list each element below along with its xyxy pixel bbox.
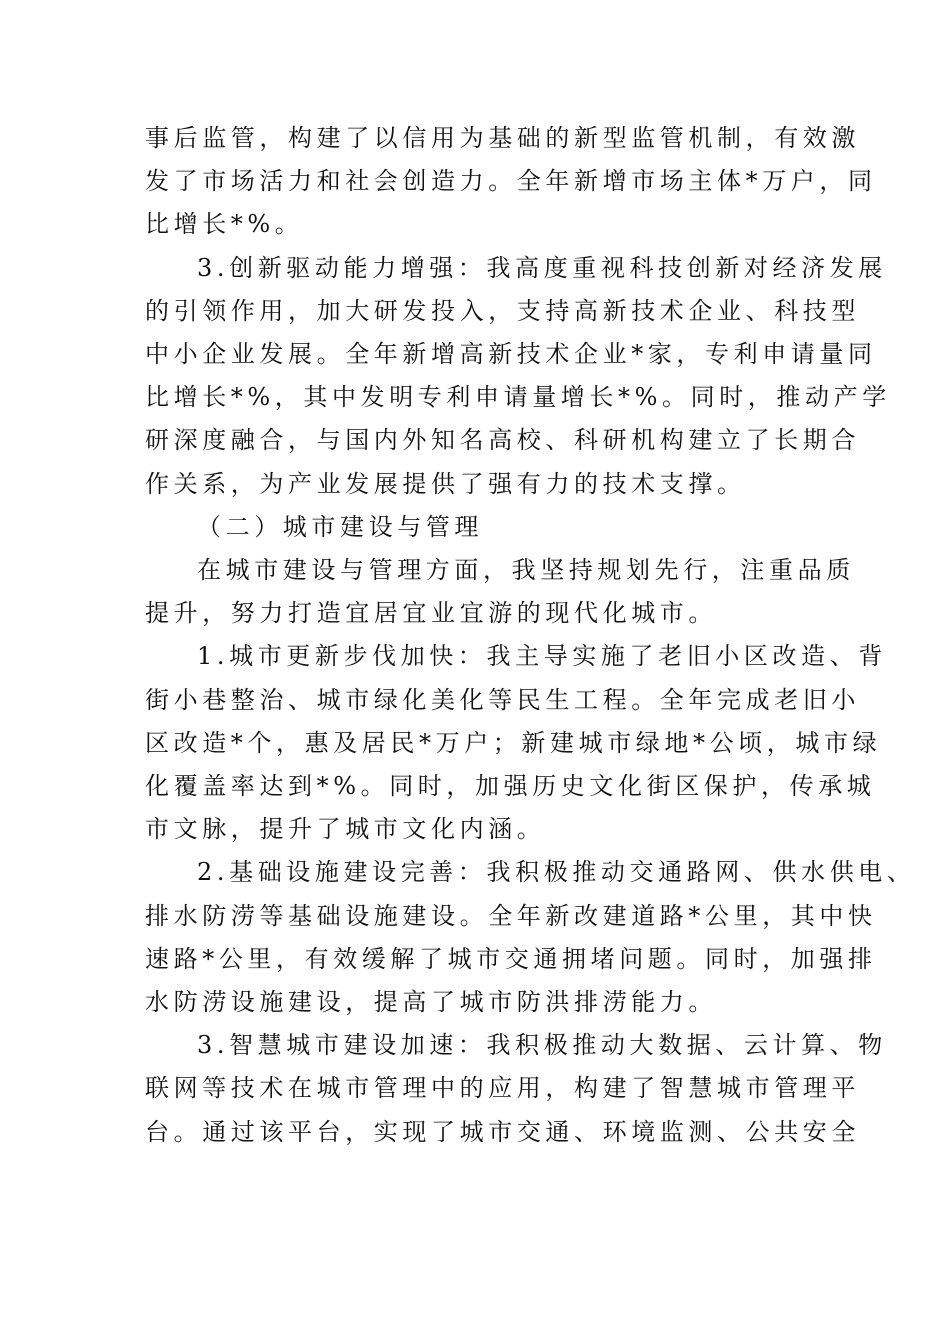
paragraph-urban-renewal bbox=[145, 635, 887, 851]
section-heading-text: （二）城市建设与管理 bbox=[197, 512, 483, 541]
text-line: 比增长*%。 bbox=[145, 210, 304, 239]
text-line: 速路*公里，有效缓解了城市交通拥堵问题。同时，加强排 bbox=[145, 944, 877, 973]
text-line: 2.基础设施建设完善：我积极推动交通路网、供水供电、 bbox=[197, 858, 916, 887]
text-line: 排水防涝等基础设施建设。全年新改建道路*公里，其中快 bbox=[145, 901, 877, 930]
text-line: 发了市场活力和社会创造力。全年新增市场主体*万户，同 bbox=[145, 167, 877, 196]
text-line: 台。通过该平台，实现了城市交通、环境监测、公共安全 bbox=[145, 1117, 860, 1146]
text-line: 市文脉，提升了城市文化内涵。 bbox=[145, 815, 546, 844]
text-line: 1.城市更新步伐加快：我主导实施了老旧小区改造、背 bbox=[197, 642, 887, 671]
text-line: 提升，努力打造宜居宜业宜游的现代化城市。 bbox=[145, 599, 717, 628]
text-line: 区改造*个，惠及居民*万户；新建城市绿地*公顷，城市绿 bbox=[145, 728, 882, 757]
paragraph-infrastructure bbox=[145, 851, 916, 1024]
text-line: 3.智慧城市建设加速：我积极推动大数据、云计算、物 bbox=[197, 1031, 887, 1060]
paragraph-innovation bbox=[145, 247, 891, 506]
text-line: 研深度融合，与国内外知名高校、科研机构建立了长期合 bbox=[145, 426, 860, 455]
text-line: 中小企业发展。全年新增高新技术企业*家，专利申请量同 bbox=[145, 340, 877, 369]
text-line: 水防涝设施建设，提高了城市防洪排涝能力。 bbox=[145, 988, 717, 1017]
text-line: 联网等技术在城市管理中的应用，构建了智慧城市管理平 bbox=[145, 1074, 860, 1103]
paragraph-urban-intro bbox=[145, 549, 855, 635]
text-line: 作关系，为产业发展提供了强有力的技术支撑。 bbox=[145, 469, 746, 498]
text-line: 事后监管，构建了以信用为基础的新型监管机制，有效激 bbox=[145, 124, 860, 152]
text-line: 3.创新驱动能力增强：我高度重视科技创新对经济发展 bbox=[197, 253, 887, 282]
text-line: 比增长*%，其中发明专利申请量增长*%。同时，推动产学 bbox=[145, 383, 891, 412]
paragraph-market-regulation-continued bbox=[145, 117, 877, 247]
text-line: 的引领作用，加大研发投入，支持高新技术企业、科技型 bbox=[145, 296, 860, 325]
text-line: 化覆盖率达到*%。同时，加强历史文化街区保护，传承城 bbox=[145, 772, 876, 801]
text-line: 街小巷整治、城市绿化美化等民生工程。全年完成老旧小 bbox=[145, 685, 860, 714]
section-heading-urban-construction bbox=[145, 506, 807, 549]
paragraph-smart-city bbox=[145, 1024, 887, 1154]
text-line: 在城市建设与管理方面，我坚持规划先行，注重品质 bbox=[197, 556, 855, 585]
document-page bbox=[145, 117, 916, 1154]
